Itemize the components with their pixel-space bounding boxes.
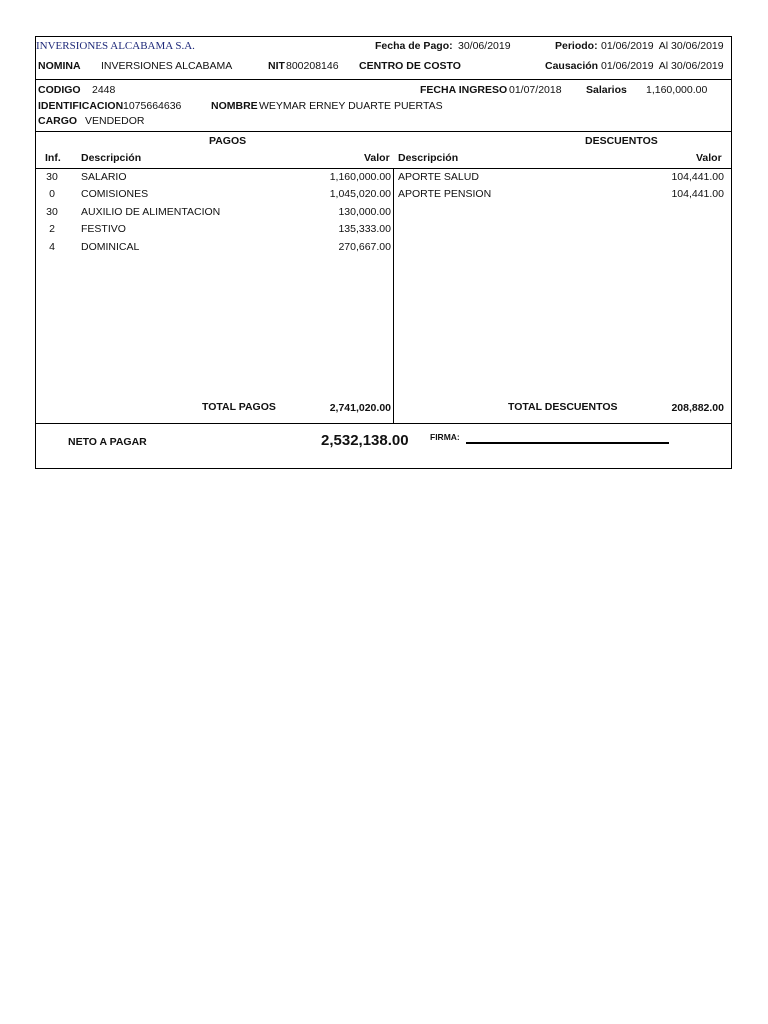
- employee-divider: [35, 131, 732, 132]
- centro-costo-label: CENTRO DE COSTO: [359, 60, 461, 72]
- total-pagos-label: TOTAL PAGOS: [202, 401, 276, 413]
- nomina-label: NOMINA: [38, 60, 81, 72]
- pago-desc: DOMINICAL: [81, 241, 140, 253]
- descuento-desc: APORTE PENSION: [398, 188, 492, 200]
- pago-inf: 30: [46, 206, 58, 218]
- table-header-divider: [35, 168, 732, 169]
- salarios-label: Salarios: [586, 84, 627, 96]
- pago-inf: 30: [46, 171, 58, 183]
- column-divider: [393, 168, 394, 423]
- codigo-value: 2448: [92, 84, 116, 96]
- pago-inf: 4: [49, 241, 55, 253]
- descuento-valor: 104,441.00: [671, 171, 724, 183]
- fecha-ingreso-value: 01/07/2018: [509, 84, 562, 96]
- totals-divider: [35, 423, 732, 424]
- nombre-value: WEYMAR ERNEY DUARTE PUERTAS: [259, 100, 443, 112]
- descuento-valor: 104,441.00: [671, 188, 724, 200]
- cargo-value: VENDEDOR: [85, 115, 145, 127]
- neto-value: 2,532,138.00: [321, 432, 409, 449]
- fecha-ingreso-label: FECHA INGRESO: [420, 84, 508, 96]
- total-pagos-value: 2,741,020.00: [329, 402, 391, 414]
- nomina-value: INVERSIONES ALCABAMA: [101, 60, 233, 72]
- nit-label: NIT: [268, 60, 285, 72]
- identificacion-value: 1075664636: [123, 100, 182, 112]
- total-descuentos-value: 208,882.00: [671, 402, 724, 414]
- col-desc-valor-header: Valor: [696, 152, 722, 164]
- col-pagos-valor-header: Valor: [364, 152, 390, 164]
- border-left: [35, 36, 36, 469]
- pago-valor: 130,000.00: [338, 206, 391, 218]
- company-name: INVERSIONES ALCABAMA S.A.: [36, 40, 195, 52]
- pago-inf: 0: [49, 188, 55, 200]
- nit-value: 800208146: [286, 60, 339, 72]
- periodo-label: Periodo:: [555, 40, 598, 52]
- border-bottom: [35, 468, 732, 469]
- fecha-pago-value: 30/06/2019: [458, 40, 511, 52]
- border-right: [731, 36, 732, 469]
- header-divider: [35, 79, 732, 80]
- pago-inf: 2: [49, 223, 55, 235]
- neto-label: NETO A PAGAR: [68, 436, 147, 448]
- total-descuentos-label: TOTAL DESCUENTOS: [508, 401, 618, 413]
- causacion-label: Causación: [545, 60, 599, 72]
- col-desc-desc-header: Descripción: [398, 152, 459, 164]
- pago-valor: 1,160,000.00: [329, 171, 391, 183]
- col-inf-header: Inf.: [45, 152, 61, 164]
- descuento-desc: APORTE SALUD: [398, 171, 479, 183]
- nombre-label: NOMBRE: [211, 100, 258, 112]
- identificacion-label: IDENTIFICACION: [38, 100, 124, 112]
- salarios-value: 1,160,000.00: [646, 84, 708, 96]
- fecha-pago-label: Fecha de Pago:: [375, 40, 453, 52]
- firma-signature-line: [466, 442, 669, 444]
- pagos-title: PAGOS: [209, 135, 247, 147]
- descuentos-title: DESCUENTOS: [585, 135, 658, 147]
- periodo-value: 01/06/2019 Al 30/06/2019: [601, 40, 724, 52]
- pago-desc: COMISIONES: [81, 188, 149, 200]
- cargo-label: CARGO: [38, 115, 78, 127]
- codigo-label: CODIGO: [38, 84, 81, 96]
- firma-label: FIRMA:: [430, 432, 460, 442]
- pago-valor: 270,667.00: [338, 241, 391, 253]
- causacion-value: 01/06/2019 Al 30/06/2019: [601, 60, 724, 72]
- pago-desc: SALARIO: [81, 171, 127, 183]
- pago-valor: 1,045,020.00: [329, 188, 391, 200]
- col-pagos-desc-header: Descripción: [81, 152, 142, 164]
- pago-desc: FESTIVO: [81, 223, 126, 235]
- pago-valor: 135,333.00: [338, 223, 391, 235]
- border-top: [35, 36, 732, 37]
- pago-desc: AUXILIO DE ALIMENTACION: [81, 206, 221, 218]
